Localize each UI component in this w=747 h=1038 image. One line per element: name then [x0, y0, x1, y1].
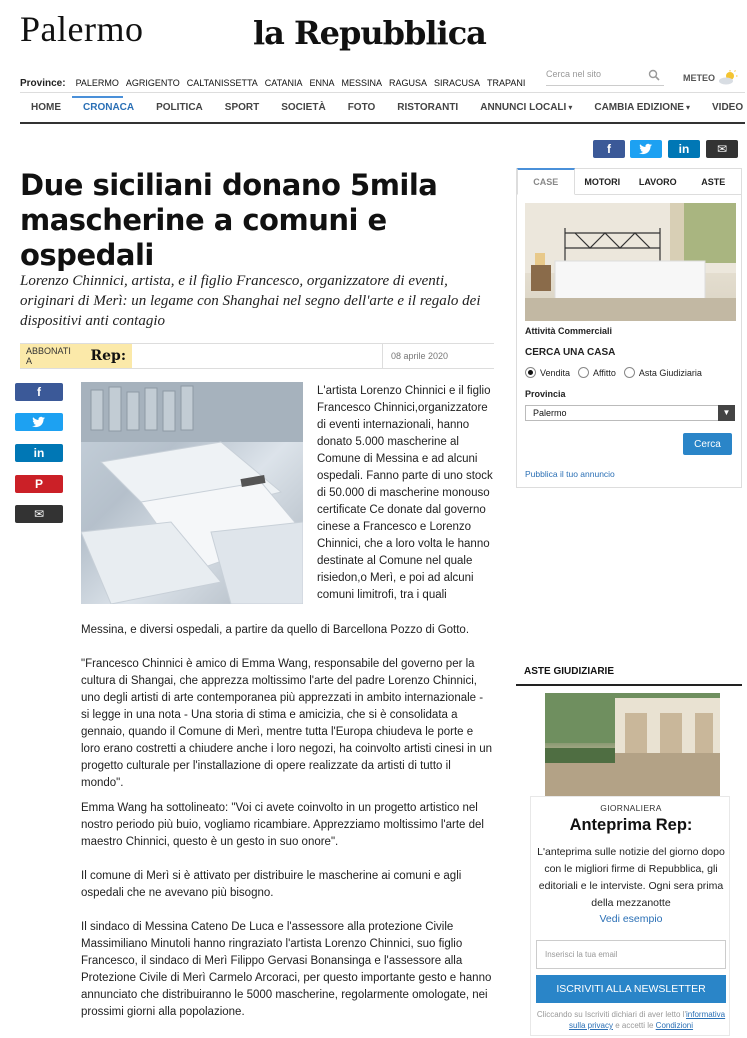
- province-enna[interactable]: ENNA: [309, 78, 335, 88]
- search-placeholder: Cerca nel sito: [546, 69, 602, 79]
- listing-photo[interactable]: [525, 203, 736, 321]
- share-email-top[interactable]: ✉: [706, 140, 738, 158]
- nav-ristoranti[interactable]: RISTORANTI: [397, 102, 459, 113]
- cerca-button[interactable]: Cerca: [683, 433, 732, 455]
- newsletter-subscribe-button[interactable]: ISCRIVITI ALLA NEWSLETTER: [536, 975, 726, 1003]
- province-agrigento[interactable]: AGRIGENTO: [125, 78, 180, 88]
- subscribe-bar: [20, 343, 494, 369]
- search-icon[interactable]: [648, 69, 660, 81]
- tab-motori[interactable]: MOTORI: [575, 169, 631, 195]
- newsletter-kicker: GIORNALIERA: [600, 803, 662, 813]
- radio-empty-icon: [624, 367, 635, 378]
- nav-home[interactable]: HOME: [31, 102, 61, 113]
- article-paragraph-5: Il sindaco di Messina Cateno De Luca e l'assessore alla protezione Civile Massimiliano Minutoli hanno ringraziato l'artista Lorenzo Chinnici, suo figlio Francesco, il sindaco di Merì Filippo Gervasi Bonansinga e l'assessore alla Protezione Civile di Merì Carmelo Arcoraci, per questo importante gesto e hanno annunciato che distribuiranno le 5000 mascherine, regolarmente omologate, nei prossimi giorni alla popolazione.: [81, 921, 492, 1018]
- main-nav: [20, 92, 745, 124]
- search-input[interactable]: [546, 66, 664, 86]
- province-siracusa[interactable]: SIRACUSA: [434, 78, 481, 88]
- nav-sport[interactable]: SPORT: [224, 102, 260, 113]
- provincia-value: Palermo: [533, 408, 567, 418]
- article-subtitle: Lorenzo Chinnici, artista, e il figlio Francesco, organizzatore di eventi, originari di Merì: un legame con Shanghai nel segno dell'arte e il regalo dei dispositivi anti contagio: [20, 273, 481, 329]
- conditions-link[interactable]: Condizioni: [655, 1021, 694, 1030]
- province-catania[interactable]: CATANIA: [264, 78, 303, 88]
- nav-annunci-label: ANNUNCI LOCALI: [480, 102, 567, 113]
- article-paragraph-3: Emma Wang ha sottolineato: "Voi ci avete coinvolto in un progetto artistico nel nostro periodo più buio, vogliamo ricambiare. Apprezziamo moltissimo l'arte del maestro Chinnici, questo è un gesto in suo onore".: [81, 802, 484, 848]
- meteo-label: METEO: [683, 73, 716, 83]
- radio-asta-label: Asta Giudiziaria: [638, 367, 702, 378]
- newsletter-widget: [530, 796, 730, 1036]
- province-palermo[interactable]: PALERMO: [75, 78, 119, 88]
- chevron-down-icon: ▾: [568, 103, 573, 112]
- radio-empty-icon: [578, 367, 589, 378]
- weather-icon: [717, 70, 739, 86]
- twitter-icon: [639, 143, 653, 155]
- share-twitter-top[interactable]: [630, 140, 662, 158]
- house-image: [545, 693, 720, 801]
- nav-foto[interactable]: FOTO: [347, 102, 376, 113]
- nav-video[interactable]: VIDEO: [712, 102, 744, 113]
- nav-cambia-edizione[interactable]: [583, 93, 701, 122]
- search-house-title: CERCA UNA CASA: [525, 347, 616, 358]
- privacy-note-text-2: e accetti le: [612, 1021, 656, 1030]
- provincia-label: Provincia: [525, 389, 566, 399]
- article-paragraph-2: "Francesco Chinnici è amico di Emma Wang, responsabile del governo per la cultura di Shangai, che apprezza moltissimo l'arte del padre Lorenzo Chinnici, uno degli artisti di arte contemporanea più apprezzati in ambito internazionale - si legge in una nota - Una storia di stima e amicizia, che si è consolidata a gennaio, quando il Comune di Merì, mentre tutta l'Europa chiudeva le porte e loro erano costretti a chiudere anche i loro negozi, ha coinvolto artisti cinesi in un progetto culturale per l'installazione di opere realizzate da artisti di tutto il mondo".: [81, 658, 493, 789]
- province-ragusa[interactable]: RAGUSA: [388, 78, 427, 88]
- masks-image: [81, 382, 303, 604]
- article-paragraph-4: Il comune di Merì si è attivato per distribuire le mascherine ai comuni e agli ospedali che ne avevano più bisogno.: [81, 870, 462, 899]
- province-messina[interactable]: MESSINA: [341, 78, 382, 88]
- aste-title: ASTE GIUDIZIARIE: [516, 666, 742, 686]
- subscribe-rep-link[interactable]: [20, 344, 132, 368]
- twitter-icon: [32, 416, 46, 428]
- nav-cambia-label: CAMBIA EDIZIONE: [594, 102, 684, 113]
- repubblica-logo[interactable]: la Repubblica: [253, 14, 486, 52]
- city-title[interactable]: Palermo: [20, 9, 144, 49]
- privacy-note-text-1: Cliccando su Iscriviti dichiari di aver letto l': [536, 1010, 686, 1019]
- newsletter-description: L'anteprima sulle notizie del giorno dopo con le migliori firme di Repubblica, gli editoriali e le interviste. Ogni sera prima della mezzanotte: [537, 846, 725, 909]
- radio-asta[interactable]: [624, 367, 702, 378]
- listing-type-radios: [525, 367, 710, 378]
- rep-logo: Rep:: [90, 348, 126, 364]
- province-caltanissetta[interactable]: CALTANISSETTA: [186, 78, 258, 88]
- article-date: 08 aprile 2020: [382, 344, 494, 368]
- tab-lavoro[interactable]: LAVORO: [630, 169, 686, 195]
- share-email[interactable]: ✉: [15, 505, 63, 523]
- nav-societa[interactable]: SOCIETÀ: [281, 102, 326, 113]
- nav-cronaca[interactable]: CRONACA: [83, 102, 135, 113]
- classifieds-tabs: [517, 169, 741, 195]
- listing-caption[interactable]: Attività Commerciali: [525, 326, 613, 336]
- tab-case[interactable]: CASE: [517, 168, 575, 195]
- tab-aste[interactable]: ASTE: [686, 169, 742, 195]
- meteo-link[interactable]: [683, 70, 739, 86]
- radio-vendita[interactable]: [525, 367, 570, 378]
- bedroom-image: [525, 203, 736, 321]
- province-trapani[interactable]: TRAPANI: [487, 78, 526, 88]
- auction-photo[interactable]: [545, 693, 720, 801]
- newsletter-sample-link[interactable]: Vedi esempio: [599, 913, 663, 925]
- privacy-policy-link[interactable]: informativa sulla privacy: [568, 1010, 726, 1030]
- radio-selected-icon: [525, 367, 536, 378]
- chevron-down-icon: ▼: [718, 405, 735, 421]
- share-facebook[interactable]: f: [15, 383, 63, 401]
- article-paragraph-1: L'artista Lorenzo Chinnici e il figlio Francesco Chinnici,organizzatore di eventi internazionali, hanno donato 5.000 mascherine al Comune di Messina e ad alcuni ospedali. Fanno parte di uno stock di 50.000 di mascherine monouso certificate Ce donate dal governo cinese a Francesco e Lorenzo Chinnici, che a loro volta le hanno destinate al Comune nel quale risiedon,o Merì, e poi ad alcuni comuni limitrofi, tra i quali: [317, 385, 493, 601]
- abbonati-label: ABBONATI A: [26, 346, 71, 366]
- share-pinterest[interactable]: P: [15, 475, 63, 493]
- radio-affitto[interactable]: [578, 367, 616, 378]
- newsletter-privacy-note: [535, 1009, 727, 1031]
- nav-annunci-locali[interactable]: [469, 93, 583, 122]
- share-linkedin[interactable]: in: [15, 444, 63, 462]
- share-facebook-top[interactable]: f: [593, 140, 625, 158]
- share-twitter[interactable]: [15, 413, 63, 431]
- article-photo[interactable]: [81, 382, 303, 604]
- article-paragraph-1-cont: Messina, e diversi ospedali, a partire da quello di Barcellona Pozzo di Gotto.: [81, 624, 470, 636]
- radio-vendita-label: Vendita: [540, 367, 571, 378]
- provincia-select[interactable]: [525, 405, 735, 421]
- radio-affitto-label: Affitto: [593, 367, 616, 378]
- article-title: Due siciliani donano 5mila mascherine a comuni e ospedali: [20, 168, 438, 272]
- classifieds-widget: [516, 168, 742, 488]
- share-linkedin-top[interactable]: in: [668, 140, 700, 158]
- nav-politica[interactable]: POLITICA: [156, 102, 203, 113]
- newsletter-title: Anteprima Rep:: [569, 816, 693, 834]
- publish-ad-link[interactable]: Pubblica il tuo annuncio: [525, 469, 615, 479]
- province-label: Province:: [20, 77, 66, 89]
- chevron-down-icon: ▾: [685, 103, 690, 112]
- newsletter-email-input[interactable]: Inserisci la tua email: [536, 940, 726, 969]
